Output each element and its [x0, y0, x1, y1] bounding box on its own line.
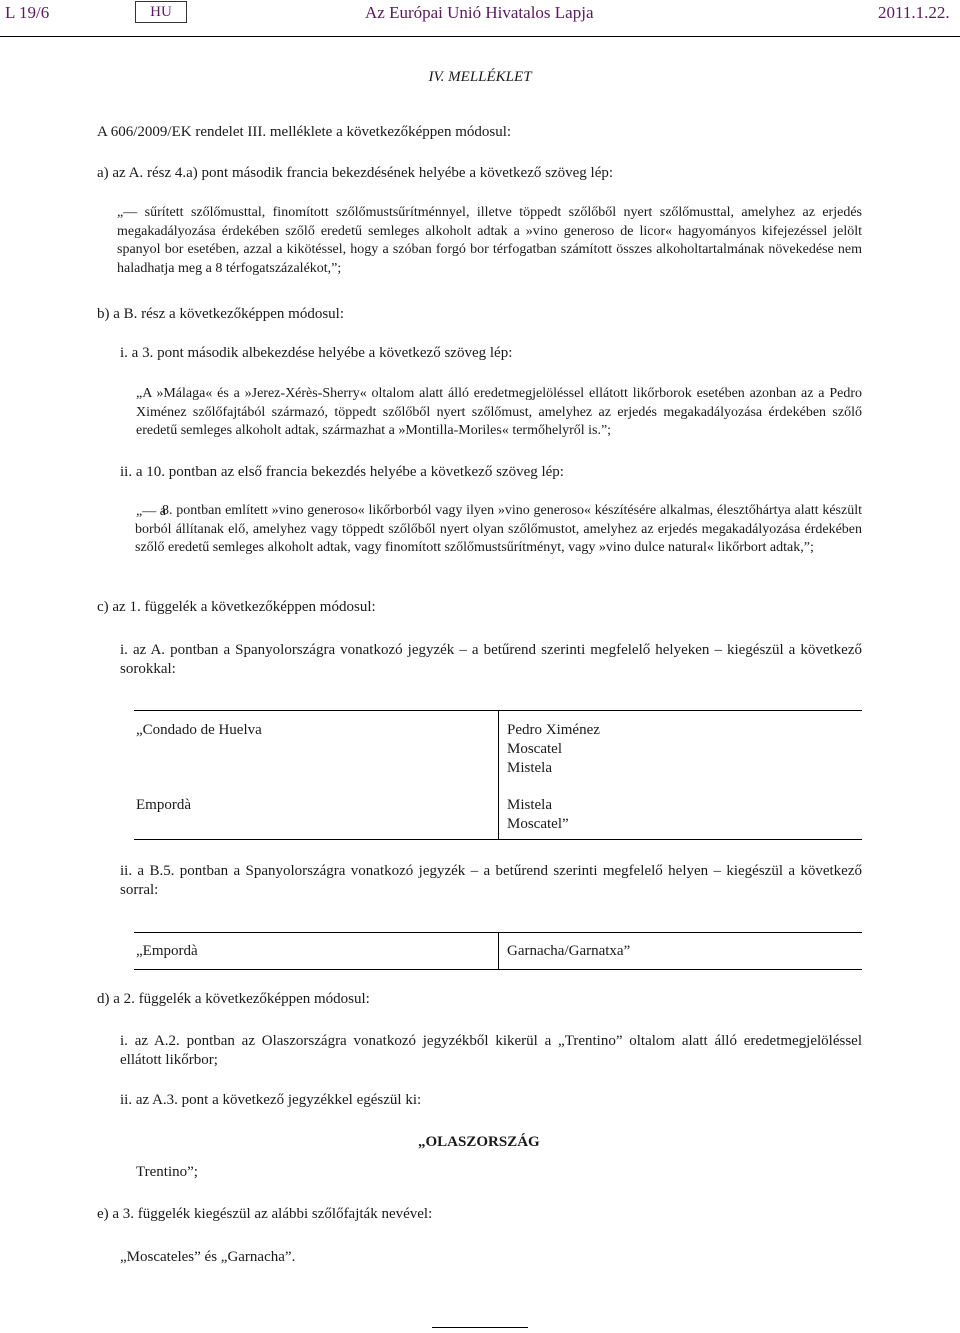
- table1-r2-v1: Mistela: [507, 797, 552, 813]
- language-badge: HU: [135, 1, 187, 23]
- table2-right: Garnacha/Garnatxa”: [507, 943, 631, 959]
- point-a-label: a) az A. rész 4.a) pont második francia bekezdésének helyébe a következő szöveg lép:: [97, 165, 614, 181]
- point-b-label: b) a B. rész a következőképpen módosul:: [97, 306, 345, 322]
- point-c-label: c) az 1. függelék a következőképpen módosul:: [97, 599, 376, 615]
- point-e-quote: „Moscateles” és „Garnacha”.: [120, 1249, 296, 1265]
- point-b-ii-dash: „— a: [136, 504, 166, 519]
- point-e-label: e) a 3. függelék kiegészül az alábbi szőlőfajták nevével:: [97, 1206, 433, 1222]
- table1-r1-v1: Pedro Ximénez: [507, 722, 600, 738]
- country-heading: „OLASZORSZÁG: [418, 1134, 540, 1150]
- point-d-ii-label: ii. az A.3. pont a következő jegyzékkel egészül ki:: [120, 1092, 422, 1108]
- table2-bottom-rule: [134, 969, 862, 970]
- point-a-quote: „— sűrített szőlőmusttal, finomított szőlőmustsűrítménnyel, illetve töppedt szőlőből nyert szőlőmusttal, amelyhez az erjedés megakadályozása érdekében szőlő eredetű semleges alkoholt adtak a »vino generoso de licor« hagyományos kifejezéssel jelölt spanyol bor esetében, azzal a kikötéssel, hogy a szóban forgó bor térfogatban számított összes alkoholtartalmának növekedése nem haladhatja meg a 8 térfogatszázalékot,”;: [117, 205, 862, 276]
- table2-left: „Empordà: [136, 943, 198, 959]
- point-c-i-label: [120, 641, 862, 679]
- publication-date: 2011.1.22.: [878, 3, 950, 22]
- trentino-entry: Trentino”;: [136, 1164, 198, 1180]
- page-header: [0, 0, 960, 37]
- intro-paragraph: A 606/2009/EK rendelet III. melléklete a következőképpen módosul:: [97, 124, 512, 140]
- journal-title: Az Európai Unió Hivatalos Lapja: [365, 3, 594, 22]
- table1-r1-left: „Condado de Huelva: [136, 722, 262, 738]
- table1-r2-left: Empordà: [136, 797, 191, 813]
- table1-r1-v2: Moscatel: [507, 741, 562, 757]
- table2-divider: [498, 933, 499, 969]
- point-d-i-label: i. az A.2. pontban az Olaszországra vonatkozó jegyzékből kikerül a „Trentino” oltalom alatt álló eredetmegjelöléssel ellátott likőrbor;: [120, 1033, 862, 1068]
- table1-r1-v3: Mistela: [507, 760, 552, 776]
- point-d-label: d) a 2. függelék a következőképpen módosul:: [97, 991, 370, 1007]
- table1-divider: [498, 711, 499, 839]
- point-b-ii-quote: 8. pontban említett »vino generoso« likőrborból vagy ilyen »vino generoso« készítésére alkalmas, élesztőhártya alatt készült borból állítanak elő, amelyhez vagy töppedt szőlőből nyert olyan szőlőmustot, amelyhez az erjedés megakadályozása érdekében szőlő eredetű semleges alkoholt adtak, vagy finomított szőlőmustsűrítményt, vagy »vino dulce natural« likőrbort adtak,”;: [135, 503, 862, 555]
- point-b-i-quote: „A »Málaga« és a »Jerez-Xérès-Sherry« oltalom alatt álló eredetmegjelöléssel ellátott likőrborok esetében azonban az a Pedro Ximénez szőlőfajtából származó, töppedt szőlőből nyert szőlőmust, amelyhez az erjedés megakadályozása érdekében szőlő eredetű semleges alkoholt adtak, származhat a »Montilla-Moriles« termőhelyről is.”;: [136, 386, 862, 438]
- point-c-ii-label: ii. a B.5. pontban a Spanyolországra vonatkozó jegyzék – a betűrend szerinti megfelelő helyen – kiegészül a következő sorral:: [120, 863, 862, 898]
- annex-title: IV. MELLÉKLET: [428, 69, 532, 85]
- point-b-i-label: i. a 3. pont második albekezdése helyébe a következő szöveg lép:: [120, 345, 513, 361]
- table1-r1-right: [507, 721, 600, 778]
- end-rule: [432, 1327, 528, 1328]
- point-b-ii-label: ii. a 10. pontban az első francia bekezdés helyébe a következő szöveg lép:: [120, 464, 564, 480]
- table1-r2-right: [507, 796, 569, 834]
- oj-series: L 19/6: [5, 3, 50, 22]
- point-c-i-text: i. az A. pontban a Spanyolországra vonatkozó jegyzék – a betűrend szerinti megfelelő helyeken – kiegészül a következő sorokkal:: [120, 642, 862, 677]
- table1-r2-v2: Moscatel”: [507, 816, 569, 832]
- table1-bottom-rule: [134, 839, 862, 840]
